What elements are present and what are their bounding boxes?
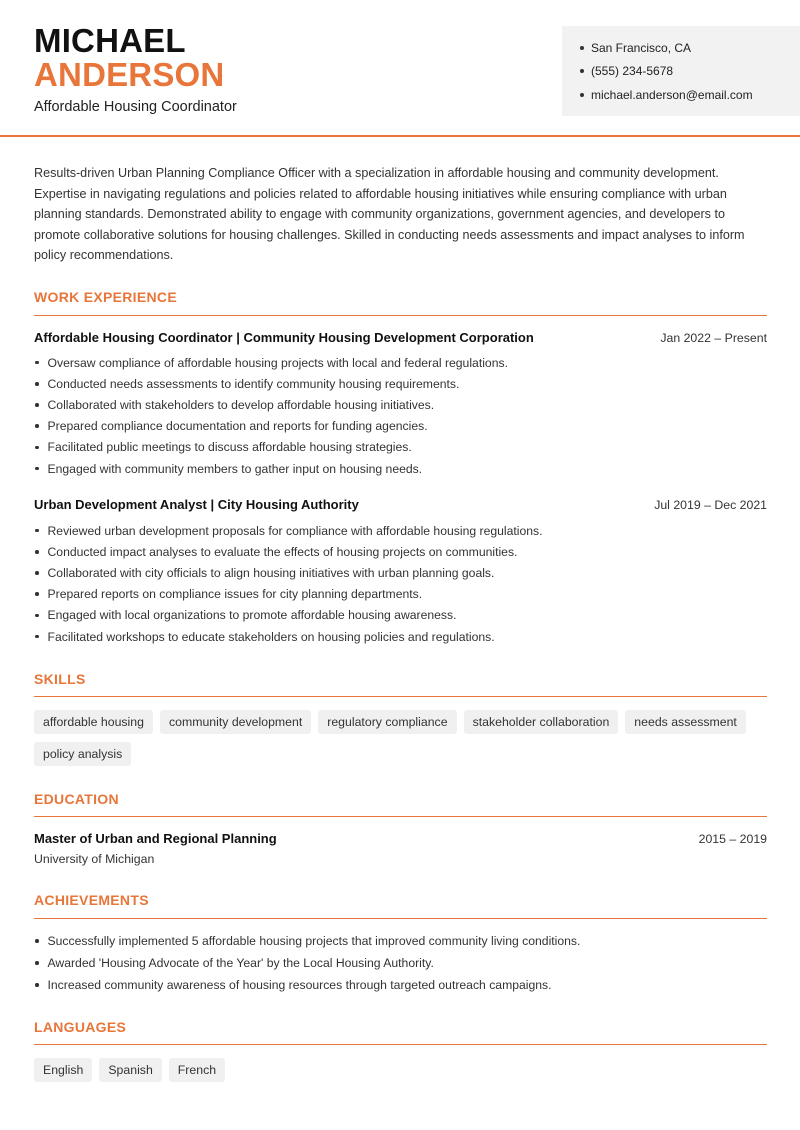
bullet-text: Reviewed urban development proposals for compliance with affordable housing regulations. (47, 523, 543, 538)
section-divider (34, 315, 767, 316)
list-item (34, 605, 767, 626)
list-item (34, 562, 767, 583)
email-text: michael.anderson@email.com (591, 87, 753, 102)
section-title-languages: LANGUAGES (34, 1019, 127, 1035)
bullet-text: Facilitated public meetings to discuss affordable housing strategies. (47, 440, 412, 455)
education-header (34, 831, 767, 846)
contact-email (580, 83, 800, 107)
list-item (34, 394, 767, 415)
section-divider (34, 918, 767, 919)
job-bullets (34, 520, 767, 647)
language-tag: Spanish (99, 1058, 161, 1082)
bullet-text: Conducted needs assessments to identify community housing requirements. (47, 376, 460, 391)
bullet-text: Collaborated with city officials to align housing initiatives with urban planning goals. (47, 565, 495, 580)
bullet-icon (35, 361, 39, 365)
list-item (34, 458, 767, 479)
bullet-icon (580, 46, 584, 50)
list-item (34, 520, 767, 541)
bullet-icon (35, 614, 39, 618)
section-divider (34, 696, 767, 697)
bullet-text: Conducted impact analyses to evaluate the effects of housing projects on communities. (47, 544, 518, 559)
list-item (34, 352, 767, 373)
bullet-icon (35, 446, 39, 450)
bullet-icon (580, 69, 584, 73)
section-title-achievements: ACHIEVEMENTS (34, 892, 149, 908)
bullet-text: Prepared compliance documentation and reports for funding agencies. (47, 419, 428, 434)
list-item (34, 541, 767, 562)
resume-header (0, 0, 800, 137)
job-bullets (34, 352, 767, 479)
contact-box (562, 26, 800, 116)
bullet-icon (35, 939, 39, 943)
skills-list (34, 710, 767, 766)
section-title-education: EDUCATION (34, 791, 119, 807)
contact-phone (580, 60, 800, 84)
bullet-text: Engaged with local organizations to promote affordable housing awareness. (47, 608, 457, 623)
language-tag: French (169, 1058, 225, 1082)
job-role: Affordable Housing Coordinator | Community Housing Development Corporation (34, 330, 534, 345)
list-item (34, 373, 767, 394)
list-item (34, 416, 767, 437)
bullet-text: Prepared reports on compliance issues for city planning departments. (47, 587, 423, 602)
job-header (34, 497, 767, 512)
bullet-icon (580, 93, 584, 97)
summary-paragraph: Results-driven Urban Planning Compliance Officer with a specialization in affordable housing and community development. Expertise in navigating regulations and policies related to affordable housing initiatives while ensuring compliance with urban planning standards. Demonstrated ability to engage with community organizations, government agencies, and developers to promote collaborative solutions for housing challenges. Skilled in conducting needs assessments and impact analyses to inform policy recommendations. (34, 166, 745, 263)
skill-tag: stakeholder collaboration (464, 710, 619, 734)
section-divider (34, 1044, 767, 1045)
list-item (34, 626, 767, 647)
school: University of Michigan (34, 852, 155, 866)
list-item (34, 952, 767, 974)
phone-text: (555) 234-5678 (591, 64, 674, 79)
bullet-text: Facilitated workshops to educate stakeholders on housing policies and regulations. (47, 629, 495, 644)
section-title-skills: SKILLS (34, 671, 86, 687)
bullet-icon (35, 467, 39, 471)
bullet-icon (35, 635, 39, 639)
section-title-work: WORK EXPERIENCE (34, 289, 177, 305)
job-dates: Jul 2019 – Dec 2021 (654, 498, 767, 512)
bullet-icon (35, 961, 39, 965)
bullet-text: Collaborated with stakeholders to develop affordable housing initiatives. (47, 397, 435, 412)
list-item (34, 974, 767, 996)
location-text: San Francisco, CA (591, 40, 692, 55)
achievements-list (34, 930, 767, 996)
skill-tag: needs assessment (625, 710, 746, 734)
bullet-icon (35, 983, 39, 987)
bullet-text: Engaged with community members to gather input on housing needs. (47, 461, 423, 476)
bullet-icon (35, 571, 39, 575)
job-header (34, 330, 767, 345)
achievement-text: Increased community awareness of housing resources through targeted outreach campaigns. (47, 978, 552, 992)
list-item (34, 437, 767, 458)
skill-tag: community development (160, 710, 311, 734)
list-item (34, 584, 767, 605)
bullet-text: Oversaw compliance of affordable housing projects with local and federal regulations. (47, 355, 508, 370)
section-divider (34, 816, 767, 817)
achievement-text: Successfully implemented 5 affordable housing projects that improved community living conditions. (47, 934, 581, 948)
contact-location (580, 36, 800, 60)
job-role: Urban Development Analyst | City Housing Authority (34, 497, 359, 512)
education-dates: 2015 – 2019 (698, 832, 767, 846)
last-name: ANDERSON (34, 56, 225, 93)
bullet-icon (35, 382, 39, 386)
job-dates: Jan 2022 – Present (660, 331, 767, 345)
achievement-text: Awarded 'Housing Advocate of the Year' by the Local Housing Authority. (47, 956, 434, 970)
bullet-icon (35, 550, 39, 554)
skill-tag: policy analysis (34, 742, 131, 766)
bullet-icon (35, 424, 39, 428)
bullet-icon (35, 403, 39, 407)
skill-tag: regulatory compliance (318, 710, 456, 734)
list-item (34, 930, 767, 952)
degree: Master of Urban and Regional Planning (34, 831, 277, 846)
bullet-icon (35, 529, 39, 533)
languages-list (34, 1058, 767, 1082)
job-title: Affordable Housing Coordinator (34, 99, 237, 115)
first-name: MICHAEL (34, 22, 186, 59)
language-tag: English (34, 1058, 92, 1082)
bullet-icon (35, 592, 39, 596)
skill-tag: affordable housing (34, 710, 153, 734)
